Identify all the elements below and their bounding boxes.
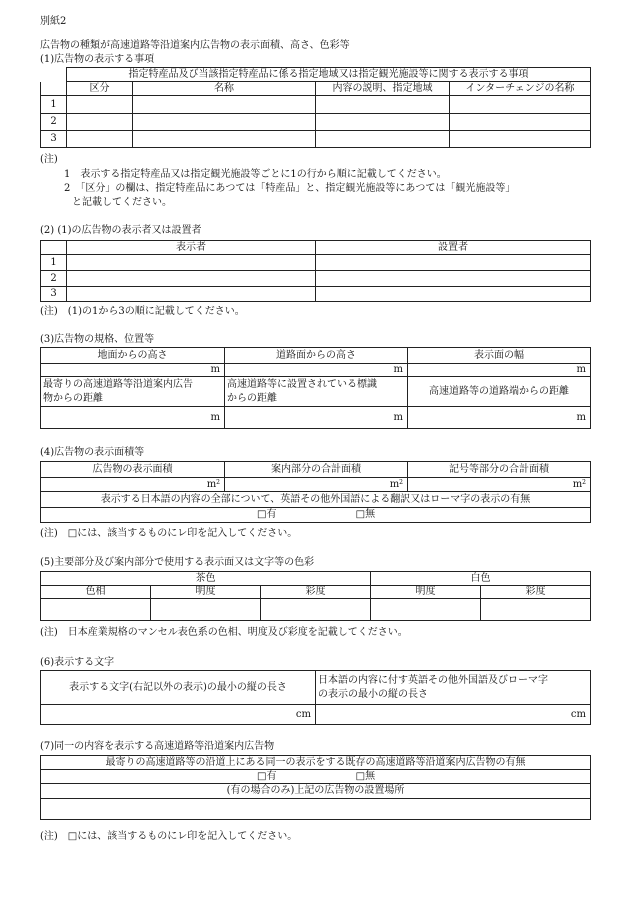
no-checkbox[interactable]: □無	[355, 770, 376, 782]
name-cell[interactable]	[133, 131, 316, 148]
s5-col-header: 色相	[41, 586, 151, 599]
s5-col-header: 彩度	[261, 586, 371, 599]
description-cell[interactable]	[316, 131, 450, 148]
section-6-table	[40, 670, 591, 725]
s3-col-header: 表示面の幅	[408, 348, 591, 364]
brown-value-field[interactable]	[151, 599, 261, 621]
table-row	[41, 271, 591, 287]
section-5-title: (5)主要部分及び案内部分で使用する表示面又は文字等の色彩	[40, 557, 315, 568]
display-width-field[interactable]: m	[408, 364, 591, 377]
table-row	[41, 96, 591, 114]
table-row	[41, 287, 591, 302]
row-number: 1	[41, 96, 67, 114]
min-foreign-char-height-field[interactable]: cm	[316, 705, 591, 725]
brown-group-header: 茶色	[41, 572, 371, 586]
display-area-field[interactable]	[41, 478, 225, 492]
s6-right-line: の表示の最小の縦の長さ	[318, 688, 428, 700]
s3-dist-label-2	[225, 377, 408, 407]
s5-col-header: 明度	[371, 586, 481, 599]
brown-chroma-field[interactable]	[261, 599, 371, 621]
s2-col-header: 表示者	[67, 241, 316, 255]
interchange-cell[interactable]	[450, 131, 591, 148]
section-2-table	[40, 240, 591, 302]
s5-col-header: 明度	[151, 586, 261, 599]
dist-label-line: 最寄りの高速道路等沿道案内広告	[43, 379, 193, 390]
s6-left-header: 表示する文字(右記以外の表示)の最小の縦の長さ	[41, 671, 316, 705]
section-5-table	[40, 571, 591, 621]
s1-banner: 指定特産品及び当該指定特産品に係る指定地域又は指定観光施設等に関する表示する事項	[67, 68, 591, 82]
name-cell[interactable]	[133, 114, 316, 131]
interchange-cell[interactable]	[450, 114, 591, 131]
s1-note-2-cont: と記載してください。	[72, 197, 172, 208]
dist-label-line: からの距離	[227, 392, 277, 404]
category-cell[interactable]	[67, 114, 133, 131]
dist-label-line: 物からの距離	[43, 392, 103, 404]
row-number: 3	[41, 131, 67, 148]
interchange-cell[interactable]	[450, 96, 591, 114]
white-value-field[interactable]	[371, 599, 481, 621]
installer-cell[interactable]	[316, 287, 591, 302]
road-height-field[interactable]: m	[225, 364, 408, 377]
s2-note: (注) (1)の1から3の順に記載してください。	[40, 306, 245, 317]
nearest-sign-distance-field[interactable]: m	[41, 407, 225, 429]
section-3-title: (3)広告物の規格、位置等	[40, 334, 155, 345]
s1-col-header: 名称	[133, 82, 316, 96]
guide-area-field[interactable]	[225, 478, 408, 492]
row-number: 2	[41, 114, 67, 131]
s1-note-2: 2 「区分」の欄は、指定特産品にあつては「特産品」と、指定観光施設等にあつては「観光施設等」	[64, 183, 516, 194]
unit-label: m	[206, 478, 217, 490]
s4-options-row	[41, 508, 591, 523]
unit-label: m	[389, 478, 400, 490]
table-row	[41, 255, 591, 271]
s1-note-head: (注)	[40, 154, 58, 165]
dist-label-line: 高速道路等に設置されている標識	[227, 379, 377, 390]
s4-col-header: 記号等部分の合計面積	[408, 462, 591, 478]
s3-dist-label-1	[41, 377, 225, 407]
s1-col-header: 区分	[67, 82, 133, 96]
category-cell[interactable]	[67, 96, 133, 114]
category-cell[interactable]	[67, 131, 133, 148]
brown-hue-field[interactable]	[41, 599, 151, 621]
s4-col-header: 案内部分の合計面積	[225, 462, 408, 478]
yes-checkbox[interactable]: □有	[257, 509, 277, 520]
row-number: 3	[41, 287, 67, 302]
section-6-title: (6)表示する文字	[40, 657, 115, 668]
attachment-label: 別紙2	[40, 16, 67, 27]
table-row	[41, 599, 591, 621]
section-3-table	[40, 347, 591, 429]
section-2-title: (2) (1)の広告物の表示者又は設置者	[40, 225, 202, 236]
s4-note: (注) □には、該当するものにレ印を記入してください。	[40, 528, 298, 539]
s3-dist-label-3: 高速道路等の道路端からの距離	[408, 377, 591, 407]
s7-note: (注) □には、該当するものにレ印を記入してください。	[40, 831, 298, 842]
ground-height-field[interactable]: m	[41, 364, 225, 377]
table-row	[41, 114, 591, 131]
min-char-height-field[interactable]: cm	[41, 705, 316, 725]
section-1-table	[40, 67, 591, 148]
displayer-cell[interactable]	[67, 255, 316, 271]
s6-right-header	[316, 671, 591, 705]
s7-question: 最寄りの高速道路等の沿道上にある同一の表示をする既存の高速道路等沿道案内広告物の有無	[41, 756, 591, 770]
section-7-table	[40, 755, 591, 820]
no-checkbox[interactable]: □無	[355, 509, 376, 520]
s5-col-header: 彩度	[481, 586, 591, 599]
s2-col-header: 設置者	[316, 241, 591, 255]
s1-corner	[41, 68, 67, 82]
s5-note: (注) 日本産業規格のマンセル表色系の色相、明度及び彩度を記載してください。	[40, 627, 408, 638]
s1-note-1: 1 表示する指定特産品又は指定観光施設等ごとに1の行から順に記載してください。	[64, 169, 447, 180]
s4-translation-question: 表示する日本語の内容の全部について、英語その他外国語による翻訳又はローマ字の表示の有無	[41, 492, 591, 508]
s7-options-row	[41, 770, 591, 784]
unit-superscript: 2	[399, 478, 403, 486]
displayer-cell[interactable]	[67, 287, 316, 302]
table-row	[41, 131, 591, 148]
s3-col-header: 地面からの高さ	[41, 348, 225, 364]
displayer-cell[interactable]	[67, 271, 316, 287]
installer-cell[interactable]	[316, 271, 591, 287]
s7-location-label: (有の場合のみ)上記の広告物の設置場所	[41, 784, 591, 799]
s1-col-header: 内容の説明、指定地域	[316, 82, 450, 96]
unit-label: m	[572, 478, 583, 490]
row-number: 1	[41, 255, 67, 271]
section-4-table	[40, 461, 591, 523]
yes-checkbox[interactable]: □有	[257, 770, 277, 782]
s1-header-blank	[41, 82, 67, 96]
s4-col-header: 広告物の表示面積	[41, 462, 225, 478]
installer-cell[interactable]	[316, 255, 591, 271]
name-cell[interactable]	[133, 96, 316, 114]
road-edge-distance-field[interactable]: m	[408, 407, 591, 429]
description-cell[interactable]	[316, 96, 450, 114]
unit-superscript: 2	[582, 478, 586, 486]
form-title: 広告物の種類が高速道路等沿道案内広告物の表示面積、高さ、色彩等	[40, 40, 350, 51]
section-4-title: (4)広告物の表示面積等	[40, 447, 145, 458]
symbol-area-field[interactable]	[408, 478, 591, 492]
s3-col-header: 道路面からの高さ	[225, 348, 408, 364]
description-cell[interactable]	[316, 114, 450, 131]
road-sign-distance-field[interactable]: m	[225, 407, 408, 429]
s2-header-blank	[41, 241, 67, 255]
white-group-header: 白色	[371, 572, 591, 586]
installation-location-field[interactable]	[41, 799, 591, 820]
row-number: 2	[41, 271, 67, 287]
s6-right-line: 日本語の内容に付す英語その他外国語及びローマ字	[318, 675, 548, 686]
unit-superscript: 2	[216, 478, 220, 486]
s1-col-header: インターチェンジの名称	[450, 82, 591, 96]
section-1-title: (1)広告物の表示する事項	[40, 54, 155, 65]
white-chroma-field[interactable]	[481, 599, 591, 621]
section-7-title: (7)同一の内容を表示する高速道路等沿道案内広告物	[40, 741, 275, 752]
